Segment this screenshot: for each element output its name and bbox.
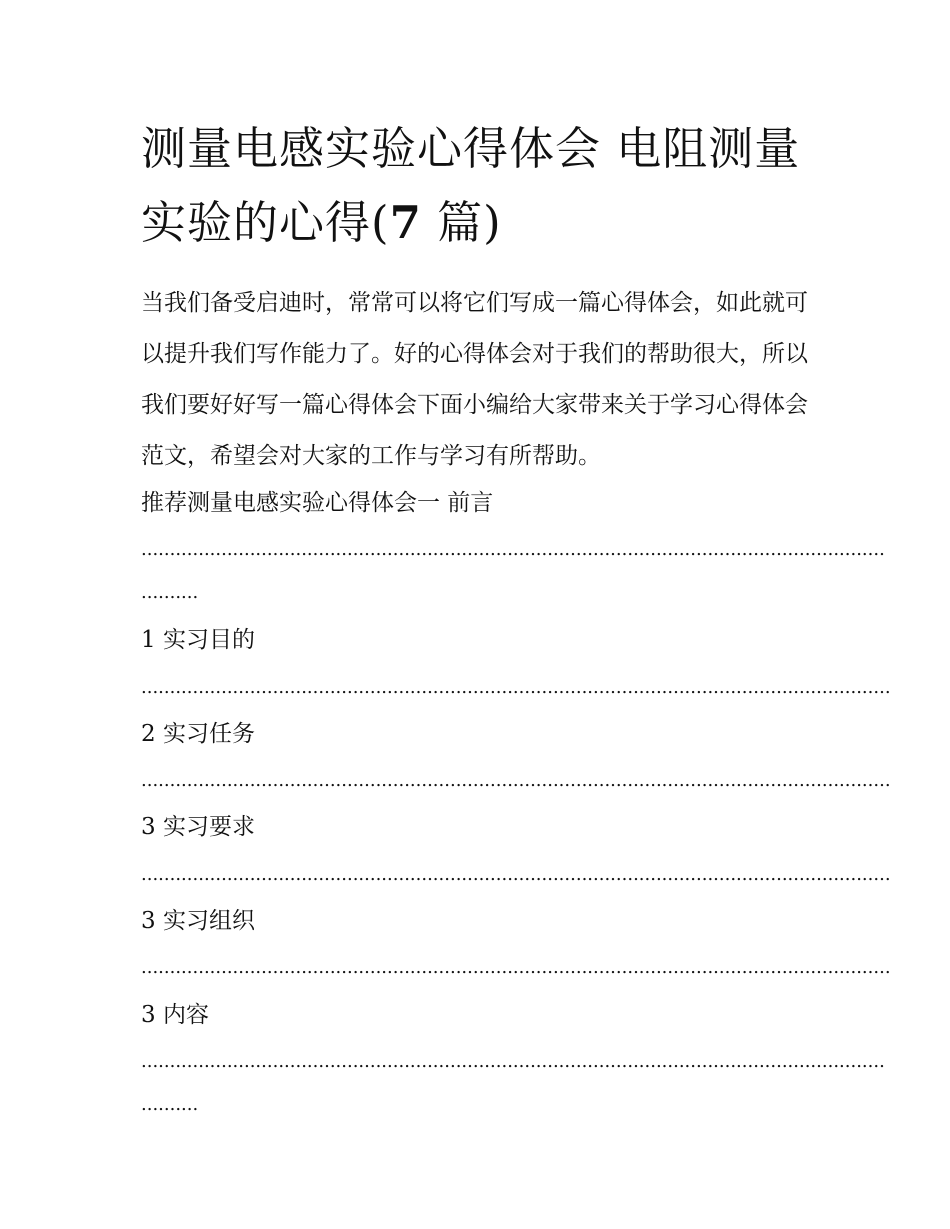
toc-item-label: 1 实习目的: [141, 627, 255, 653]
toc-item-dots: ..................................................................................................................................: [141, 1051, 885, 1072]
title-number: 7: [389, 196, 422, 249]
title-text: 测量电感实验心得体会 电阻测量实验的心得(: [141, 122, 801, 249]
toc-leader-dots-cont: ..........: [141, 582, 199, 603]
toc-item-label: 3 内容: [141, 1002, 209, 1028]
toc-item-label: 3 实习要求: [141, 814, 255, 840]
toc-item-dots: ...................................................................................................................................: [141, 864, 891, 885]
toc-item-dots: ...................................................................................................................................: [141, 677, 891, 698]
toc-item-label: 2 实习任务: [141, 721, 255, 747]
toc-heading: 推荐测量电感实验心得体会一 前言: [141, 490, 494, 516]
toc-item-dots: ...................................................................................................................................: [141, 770, 891, 791]
toc-item-label: 3 实习组织: [141, 908, 255, 934]
toc-item-dots: ...................................................................................................................................: [141, 957, 891, 978]
intro-paragraph: 当我们备受启迪时，常常可以将它们写成一篇心得体会，如此就可以提升我们写作能力了。好的心得体会对于我们的帮助很大，所以我们要好好写一篇心得体会下面小编给大家带来关于学习心得体会范文，希望会对大家的工作与学习有所帮助。: [141, 290, 808, 469]
toc-leader-dots: ..................................................................................................................................: [141, 539, 885, 560]
document-title: [141, 112, 821, 260]
title-suffix: 篇): [421, 196, 502, 249]
toc-item-dots-cont: ..........: [141, 1094, 199, 1115]
